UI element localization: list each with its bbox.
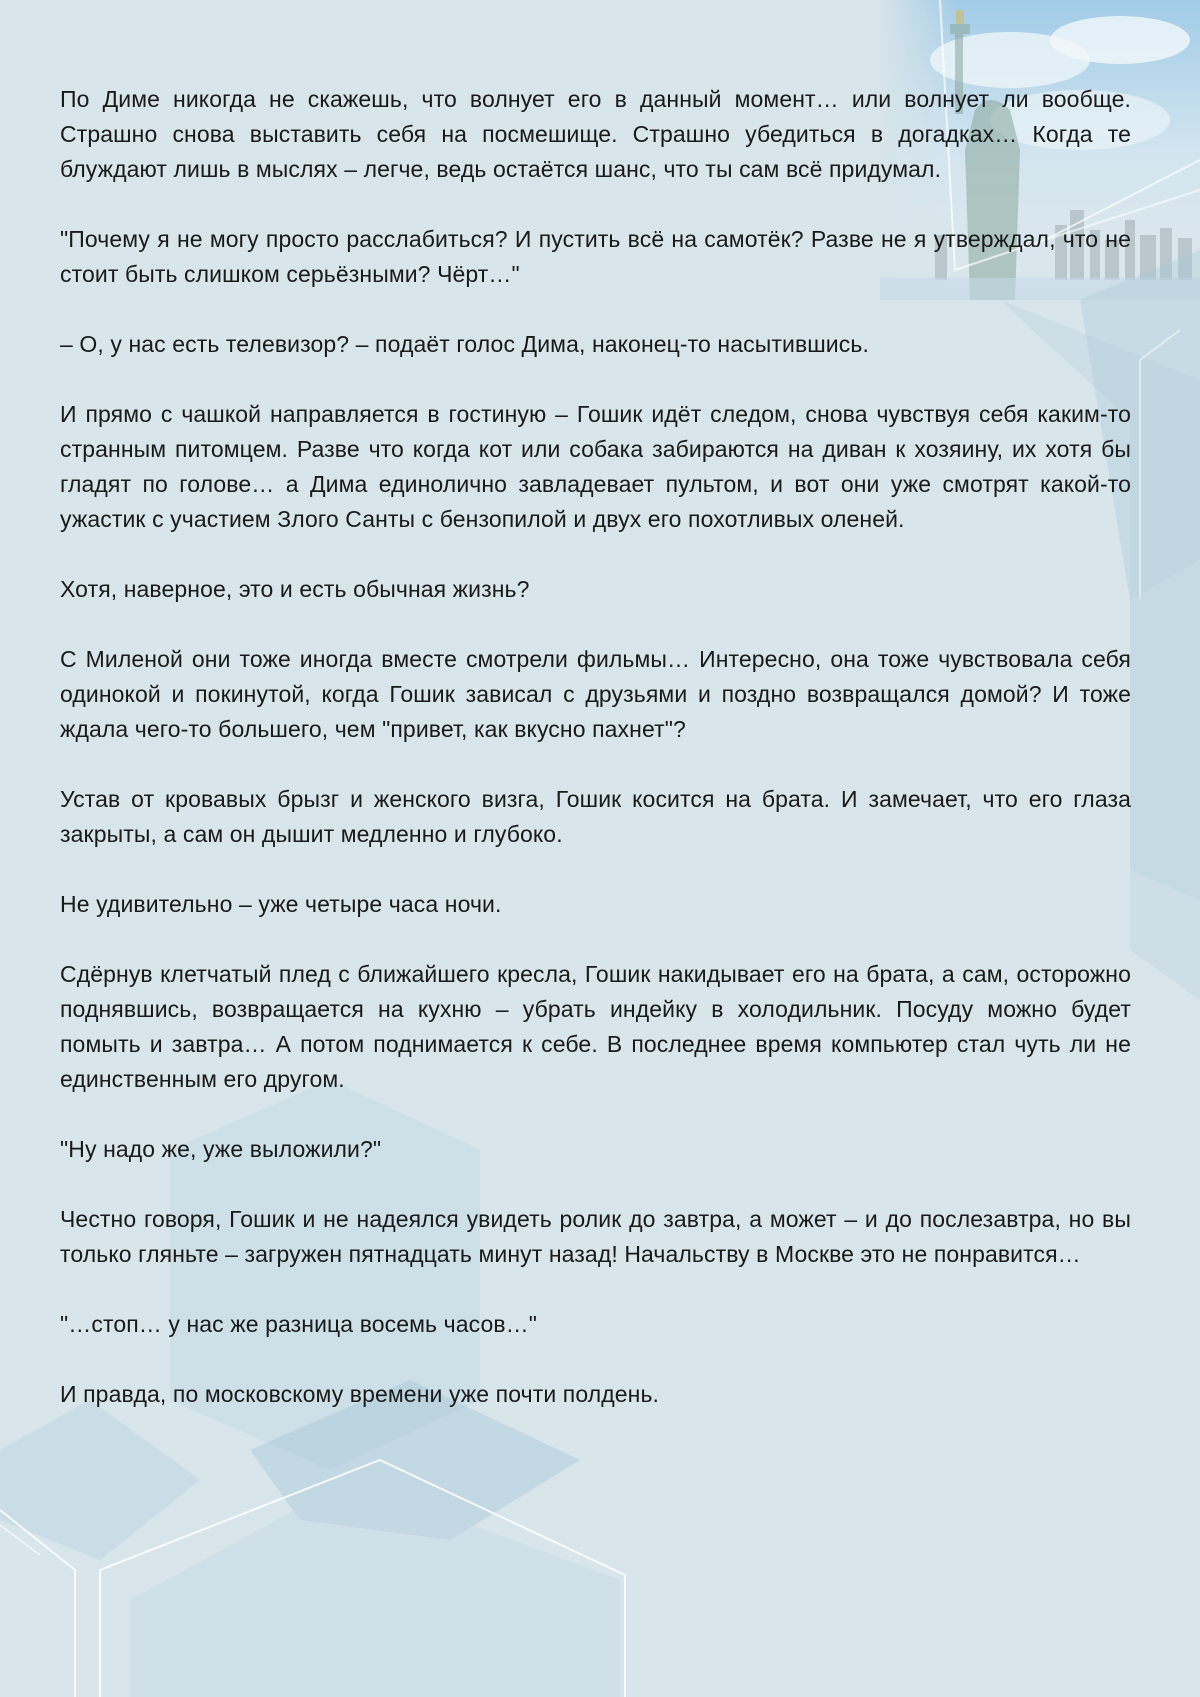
paragraph: Хотя, наверное, это и есть обычная жизнь? [60,576,530,602]
paragraph: С Миленой они тоже иногда вместе смотрели фильмы… Интересно, она тоже чувствовала себя одинокой и покинутой, когда Гошик зависал с друзьями и поздно возвращался домой? И тоже ждала чего-то большего, чем "привет, как вкусно пахнет"? [60,646,1131,742]
paragraph: Сдёрнув клетчатый плед с ближайшего кресла, Гошик накидывает его на брата, а сам, осторожно поднявшись, возвращается на кухню – убрать индейку в холодильник. Посуду можно будет помыть и завтра… А потом поднимается к себе. В последнее время компьютер стал чуть ли не единственным его другом. [60,961,1131,1092]
paragraph: "Ну надо же, уже выложили?" [60,1136,382,1162]
paragraph: Не удивительно – уже четыре часа ночи. [60,891,502,917]
paragraph: Устав от кровавых брызг и женского визга, Гошик косится на брата. И замечает, что его глаза закрыты, а сам он дышит медленно и глубоко. [60,786,1131,847]
paragraph: И правда, по московскому времени уже почти полдень. [60,1381,660,1407]
paragraph: По Диме никогда не скажешь, что волнует его в данный момент… или волнует ли вообще. Страшно снова выставить себя на посмешище. Страшно убедиться в догадках… Когда те блуждают лишь в мыслях – легче, ведь остаётся шанс, что ты сам всё придумал. [60,86,1131,182]
paragraph: – О, у нас есть телевизор? – подаёт голос Дима, наконец-то насытившись. [60,331,869,357]
document-body [60,82,1131,1447]
paragraph: И прямо с чашкой направляется в гостиную – Гошик идёт следом, снова чувствуя себя каким-то странным питомцем. Разве что когда кот или собака забираются на диван к хозяину, их хотя бы гладят по голове… а Дима единолично завладевает пультом, и вот они уже смотрят какой-то ужастик с участием Злого Санты с бензопилой и двух его похотливых оленей. [60,401,1131,532]
paragraph: "…стоп… у нас же разница восемь часов…" [60,1311,538,1337]
paragraph: Честно говоря, Гошик и не надеялся увидеть ролик до завтра, а может – и до послезавтра, но вы только гляньте – загружен пятнадцать минут назад! Начальству в Москве это не понравится… [60,1206,1131,1267]
paragraph: "Почему я не могу просто расслабиться? И пустить всё на самотёк? Разве не я утверждал, что не стоит быть слишком серьёзными? Чёрт…" [60,226,1131,287]
